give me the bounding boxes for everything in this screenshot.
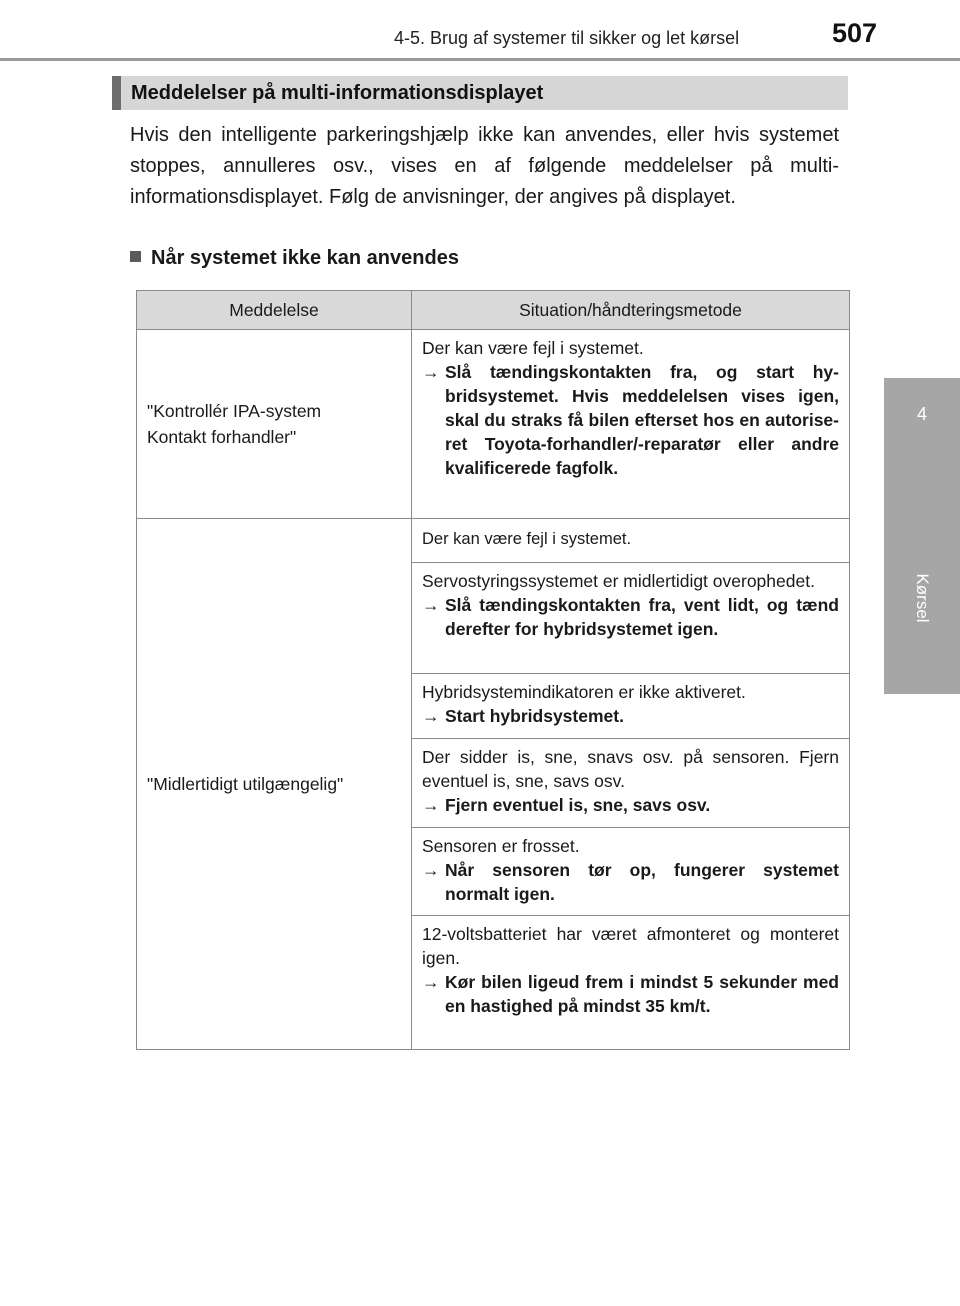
action-instruction (422, 793, 839, 817)
square-bullet-icon (130, 251, 141, 262)
running-header: 4-5. Brug af systemer til sikker og let kørsel (394, 28, 740, 48)
condition-text: Hybridsystemindikatoren er ikke aktiveret. (422, 682, 746, 702)
action-text: Fjern eventuel is, sne, savs osv. (445, 795, 711, 815)
section-heading-bar (112, 76, 848, 110)
action-instruction (422, 360, 839, 480)
situation-cell (412, 674, 850, 739)
action-text: Kør bilen ligeud frem i mindst 5 sekunder med en hastighed på mindst 35 km/t. (445, 972, 839, 1016)
table-row (137, 330, 850, 519)
action-instruction (422, 858, 839, 906)
section-heading-accent (112, 76, 121, 110)
condition-text: Sensoren er frosset. (422, 836, 580, 856)
condition-text: Servostyringssystemet er midlertidigt overophedet. (422, 571, 815, 591)
subheading-text: Når systemet ikke kan anvendes (151, 247, 459, 269)
chapter-name: Kørsel (913, 573, 932, 623)
intro-paragraph: Hvis den intelligente parkeringshjælp ikke kan anvendes, eller hvis systemet stoppes, annulleres osv., vises en af følgende meddelelser på multi-informationsdisplayet. Følg de anvisninger, der angives på displayet. (130, 124, 839, 208)
section-title: Meddelelser på multi-informationsdisplayet (131, 82, 544, 104)
action-text: Slå tændingskontakten fra, og start hybridsystemet. Hvis meddelelsen vises igen, skal du straks få bilen efterset hos en autoriseret Toyota-forhandler/-reparatør eller andre kvalificerede fagfolk. (445, 362, 839, 478)
message-line: Kontakt forhandler" (147, 427, 297, 447)
arrow-icon: → (422, 972, 440, 992)
situation-cell (412, 330, 850, 519)
situation-cell (412, 563, 850, 674)
chapter-tab (884, 378, 960, 694)
arrow-icon: → (422, 860, 440, 880)
subheading (130, 247, 459, 270)
action-text: Når sensoren tør op, fungerer systemet normalt igen. (445, 860, 839, 904)
column-header-message: Meddelelse (137, 291, 412, 330)
action-text: Start hybridsystemet. (445, 706, 624, 726)
situation-cell (412, 519, 850, 563)
condition-text: 12-voltsbatteriet har været afmonteret og monteret igen. (422, 924, 839, 968)
chapter-number: 4 (916, 404, 927, 424)
table-row (137, 519, 850, 563)
column-header-situation: Situation/håndteringsmetode (412, 291, 850, 330)
action-text: Slå tændingskontakten fra, vent lidt, og tænd derefter for hybridsystemet igen. (445, 595, 839, 639)
action-instruction (422, 970, 839, 1018)
action-instruction (422, 704, 839, 728)
action-instruction (422, 593, 839, 641)
situation-cell (412, 916, 850, 1050)
message-line: "Kontrollér IPA-system (147, 401, 322, 421)
arrow-icon: → (422, 706, 440, 726)
arrow-icon: → (422, 595, 440, 615)
condition-text: Der sidder is, sne, snavs osv. på sensoren. Fjern eventuel is, sne, savs osv. (422, 747, 839, 791)
message-cell: "Midlertidigt utilgængelig" (137, 519, 412, 1050)
condition-text: Der kan være fejl i systemet. (422, 530, 632, 548)
situation-cell (412, 828, 850, 916)
condition-text: Der kan være fejl i systemet. (422, 338, 644, 358)
message-table (136, 290, 850, 1050)
arrow-icon: → (422, 795, 440, 815)
header-rule (0, 58, 960, 61)
page-number: 507 (832, 18, 878, 48)
arrow-icon: → (422, 362, 440, 382)
message-cell (137, 330, 412, 519)
situation-cell (412, 739, 850, 828)
table-header-row (137, 291, 850, 330)
